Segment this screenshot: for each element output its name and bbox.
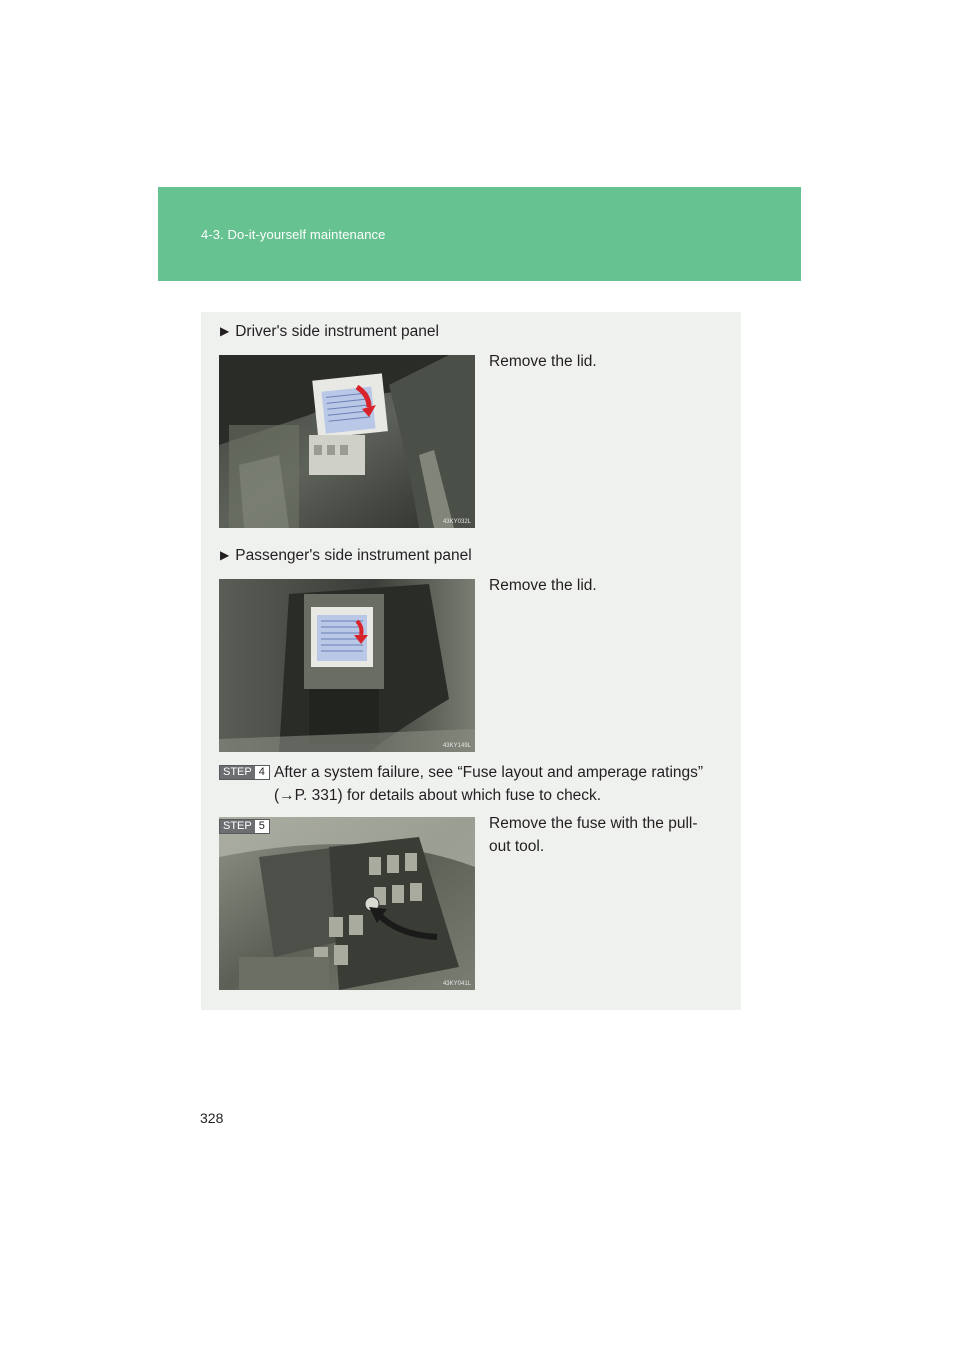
content-panel [201,312,741,1010]
photo-code: 43KY032L [442,519,471,525]
step-label: STEP [220,820,255,833]
heading-passengers-side [220,547,472,565]
step-5-line-1: Remove the fuse with the pull- [489,815,698,832]
photo-drivers-side-fuse-box [219,355,475,528]
heading-drivers-side [220,323,439,341]
photo-code: 43KY149L [442,743,471,749]
heading-passengers-side-text: Passenger's side instrument panel [235,547,472,564]
triangle-right-icon: ▶ [220,548,230,562]
step-4-line-2: (→P. 331) for details about which fuse to check. [274,787,602,804]
step-badge-4 [219,765,270,780]
photo-fuse-pull-out-tool [219,817,475,990]
photo-passengers-side-fuse-box [219,579,475,752]
photo-code: 43KY041L [442,981,471,987]
step-label: STEP [220,766,255,779]
section-title: 4-3. Do-it-yourself maintenance [201,227,386,242]
heading-drivers-side-text: Driver's side instrument panel [235,323,439,340]
page-number: 328 [200,1110,224,1126]
instruction-drivers-side: Remove the lid. [489,353,597,370]
triangle-right-icon: ▶ [220,324,230,338]
instruction-passengers-side: Remove the lid. [489,577,597,594]
step-number: 4 [255,766,269,779]
step-badge-5 [219,819,270,834]
step-number: 5 [255,820,269,833]
step-5-line-2: out tool. [489,838,545,855]
section-header-band [158,187,801,281]
step-4-line-1: After a system failure, see “Fuse layout and amperage ratings” [274,764,704,781]
